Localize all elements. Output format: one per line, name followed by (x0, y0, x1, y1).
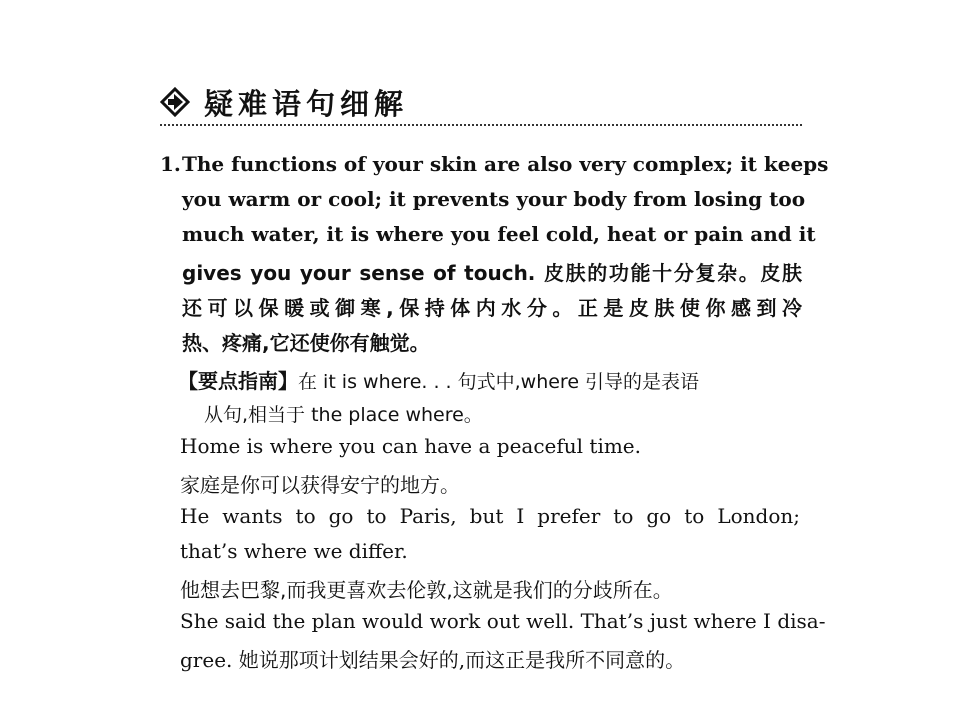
example-en: that’s where we differ. (180, 539, 408, 563)
key-point-text: 从句,相当于 the place where。 (204, 404, 483, 426)
example-en: Home is where you can have a peaceful time. (180, 434, 641, 458)
example-zh: 他想去巴黎,而我更喜欢去伦敦,这就是我们的分歧所在。 (180, 578, 673, 602)
example-en: He wants to go to Paris, but I prefer to go to London; (180, 504, 800, 528)
item-text-line: The functions of your skin are also very complex; it keeps (182, 152, 829, 176)
key-point-label: 【要点指南】 (178, 369, 298, 393)
item-number: 1. (160, 152, 181, 176)
key-point-text: 在 it is where. . . 句式中,where 引导的是表语 (298, 371, 700, 393)
example-zh: 家庭是你可以获得安宁的地方。 (180, 473, 460, 497)
example-mixed: gree. 她说那项计划结果会好的,而这正是我所不同意的。 (180, 648, 686, 672)
item-text-line: gives you your sense of touch. 皮肤的功能十分复杂。皮肤 (182, 261, 802, 285)
key-point-line (178, 365, 699, 394)
diamond-arrow-icon (160, 87, 190, 117)
dotted-divider (160, 124, 802, 126)
example-en: She said the plan would work out well. That’s just where I disa- (180, 609, 826, 633)
item-text-line: much water, it is where you feel cold, heat or pain and it (182, 222, 816, 246)
section-heading (160, 84, 408, 120)
item-text-line: 还可以保暖或御寒,保持体内水分。正是皮肤使你感到冷 (182, 296, 802, 320)
section-title: 疑难语句细解 (204, 86, 409, 121)
item-text-line: you warm or cool; it prevents your body from losing too (182, 187, 806, 211)
item-text-line: 热、疼痛,它还使你有触觉。 (182, 331, 430, 355)
